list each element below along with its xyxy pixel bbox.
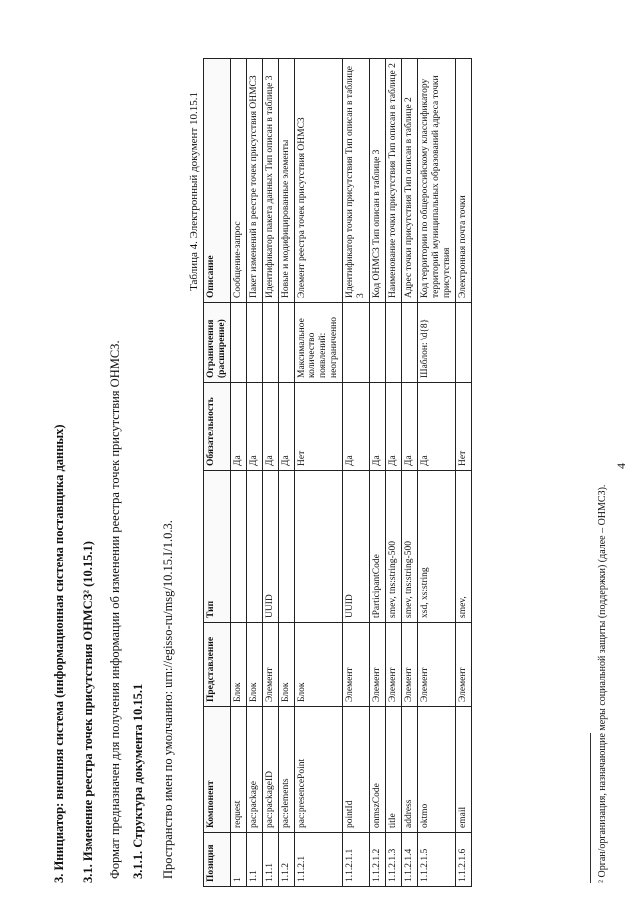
cell-mandatory: Да xyxy=(401,383,417,471)
cell-type xyxy=(230,471,246,623)
cell-representation: Элемент xyxy=(417,623,455,707)
cell-component: pointId xyxy=(343,707,370,833)
cell-description: Электронная почта точки xyxy=(455,59,471,303)
cell-representation: Блок xyxy=(294,623,343,707)
cell-restrictions: Шаблон: \d{8} xyxy=(417,303,455,383)
cell-component: pac:packageID xyxy=(262,707,278,833)
cell-description: Элемент реестра точек присутствия ОНМСЗ xyxy=(294,59,343,303)
header-description: Описание xyxy=(204,59,231,303)
cell-description: Сообщение-запрос xyxy=(230,59,246,303)
cell-mandatory: Да xyxy=(262,383,278,471)
cell-restrictions xyxy=(343,303,370,383)
document-structure-table xyxy=(203,58,472,887)
table-row xyxy=(417,59,455,887)
cell-component: pac:elements xyxy=(278,707,294,833)
cell-type: xsd, xs:string xyxy=(417,471,455,623)
cell-type: smev, xyxy=(455,471,471,623)
table-row xyxy=(385,59,401,887)
format-paragraph: Формат предназначен для получения информации об изменении реестра точек присутствия ОНМСЗ. xyxy=(108,340,122,879)
table-row xyxy=(278,59,294,887)
footnote-divider xyxy=(590,733,591,883)
cell-type: tParticipantCode xyxy=(370,471,386,623)
cell-representation: Элемент xyxy=(343,623,370,707)
cell-restrictions xyxy=(370,303,386,383)
cell-restrictions xyxy=(278,303,294,383)
table-row xyxy=(401,59,417,887)
cell-representation: Элемент xyxy=(385,623,401,707)
cell-description: Наименование точки присутствия Тип описан в таблице 2 xyxy=(385,59,401,303)
cell-position: 1.1.2.1.2 xyxy=(370,833,386,887)
cell-position: 1.1.2.1.1 xyxy=(343,833,370,887)
cell-representation: Элемент xyxy=(370,623,386,707)
cell-description: Адрес точки присутствия Тип описан в таблице 2 xyxy=(401,59,417,303)
cell-mandatory: Нет xyxy=(455,383,471,471)
table-row xyxy=(455,59,471,887)
cell-restrictions xyxy=(246,303,262,383)
table-row xyxy=(230,59,246,887)
cell-component: email xyxy=(455,707,471,833)
cell-position: 1 xyxy=(230,833,246,887)
cell-component: pac:presencePoint xyxy=(294,707,343,833)
cell-restrictions: Максимальное количество появлений: неограниченно xyxy=(294,303,343,383)
cell-position: 1.1.2.1.4 xyxy=(401,833,417,887)
cell-description: Код ОНМСЗ Тип описан в таблице 3 xyxy=(370,59,386,303)
table-row xyxy=(262,59,278,887)
cell-mandatory: Да xyxy=(370,383,386,471)
cell-restrictions xyxy=(401,303,417,383)
cell-mandatory: Нет xyxy=(294,383,343,471)
cell-representation: Блок xyxy=(246,623,262,707)
cell-representation: Элемент xyxy=(455,623,471,707)
cell-restrictions xyxy=(262,303,278,383)
cell-position: 1.1.2 xyxy=(278,833,294,887)
table-header-row xyxy=(204,59,231,887)
cell-representation: Блок xyxy=(230,623,246,707)
cell-mandatory: Да xyxy=(230,383,246,471)
cell-type xyxy=(278,471,294,623)
header-type: Тип xyxy=(204,471,231,623)
table-row xyxy=(246,59,262,887)
cell-description: Идентификатор пакета данных Тип описан в таблице 3 xyxy=(262,59,278,303)
cell-type: smev, tns:string-500 xyxy=(385,471,401,623)
cell-component: oktmo xyxy=(417,707,455,833)
cell-description: Идентификатор точки присутствия Тип описан в таблице 3 xyxy=(343,59,370,303)
header-representation: Представление xyxy=(204,623,231,707)
cell-restrictions xyxy=(230,303,246,383)
cell-description: Код территории по общероссийскому классификатору территорий муниципальных образований адреса точки присутствия xyxy=(417,59,455,303)
cell-component: pac:package xyxy=(246,707,262,833)
cell-description: Новые и модифицированные элементы xyxy=(278,59,294,303)
cell-description: Пакет изменений в реестре точек присутствия ОНМСЗ xyxy=(246,59,262,303)
cell-position: 1.1.1 xyxy=(262,833,278,887)
header-position: Позиция xyxy=(204,833,231,887)
table-caption: Таблица 4. Электронный документ 10.15.1 xyxy=(188,92,200,291)
table-row xyxy=(370,59,386,887)
cell-component: address xyxy=(401,707,417,833)
section-heading: 3. Инициатор: внешняя система (информационная система поставщика данных) xyxy=(52,424,66,883)
cell-position: 1.1.2.1.6 xyxy=(455,833,471,887)
cell-type: UUID xyxy=(262,471,278,623)
header-mandatory: Обязательность xyxy=(204,383,231,471)
cell-mandatory: Да xyxy=(278,383,294,471)
structure-heading: 3.1.1. Структура документа 10.15.1 xyxy=(131,683,145,879)
cell-restrictions xyxy=(455,303,471,383)
footnote: ² Орган/организация, назначающие меры социальной защиты (поддержки) (далее – ОНМСЗ). xyxy=(597,484,608,883)
cell-restrictions xyxy=(385,303,401,383)
cell-mandatory: Да xyxy=(385,383,401,471)
cell-component: onmszCode xyxy=(370,707,386,833)
cell-position: 1.1.2.1.3 xyxy=(385,833,401,887)
page-number: 4 xyxy=(614,463,628,469)
cell-mandatory: Да xyxy=(343,383,370,471)
header-component: Компонент xyxy=(204,707,231,833)
cell-position: 1.1.2.1.5 xyxy=(417,833,455,887)
cell-representation: Элемент xyxy=(262,623,278,707)
cell-component: request xyxy=(230,707,246,833)
cell-type xyxy=(294,471,343,623)
header-restrictions: Ограничения (расширение) xyxy=(204,303,231,383)
cell-type: UUID xyxy=(343,471,370,623)
cell-type: smev, tns:string-500 xyxy=(401,471,417,623)
subsection-heading: 3.1. Изменение реестра точек присутствия ОНМСЗ² (10.15.1) xyxy=(81,541,95,883)
table-row xyxy=(294,59,343,887)
cell-position: 1.1 xyxy=(246,833,262,887)
namespace-paragraph: Пространство имен по умолчанию: urn://egisso-ru/msg/10.15.I/1.0.3. xyxy=(161,520,175,879)
table-row xyxy=(343,59,370,887)
cell-mandatory: Да xyxy=(417,383,455,471)
cell-type xyxy=(246,471,262,623)
cell-position: 1.1.2.1 xyxy=(294,833,343,887)
cell-representation: Элемент xyxy=(401,623,417,707)
cell-mandatory: Да xyxy=(246,383,262,471)
cell-component: title xyxy=(385,707,401,833)
cell-representation: Блок xyxy=(278,623,294,707)
